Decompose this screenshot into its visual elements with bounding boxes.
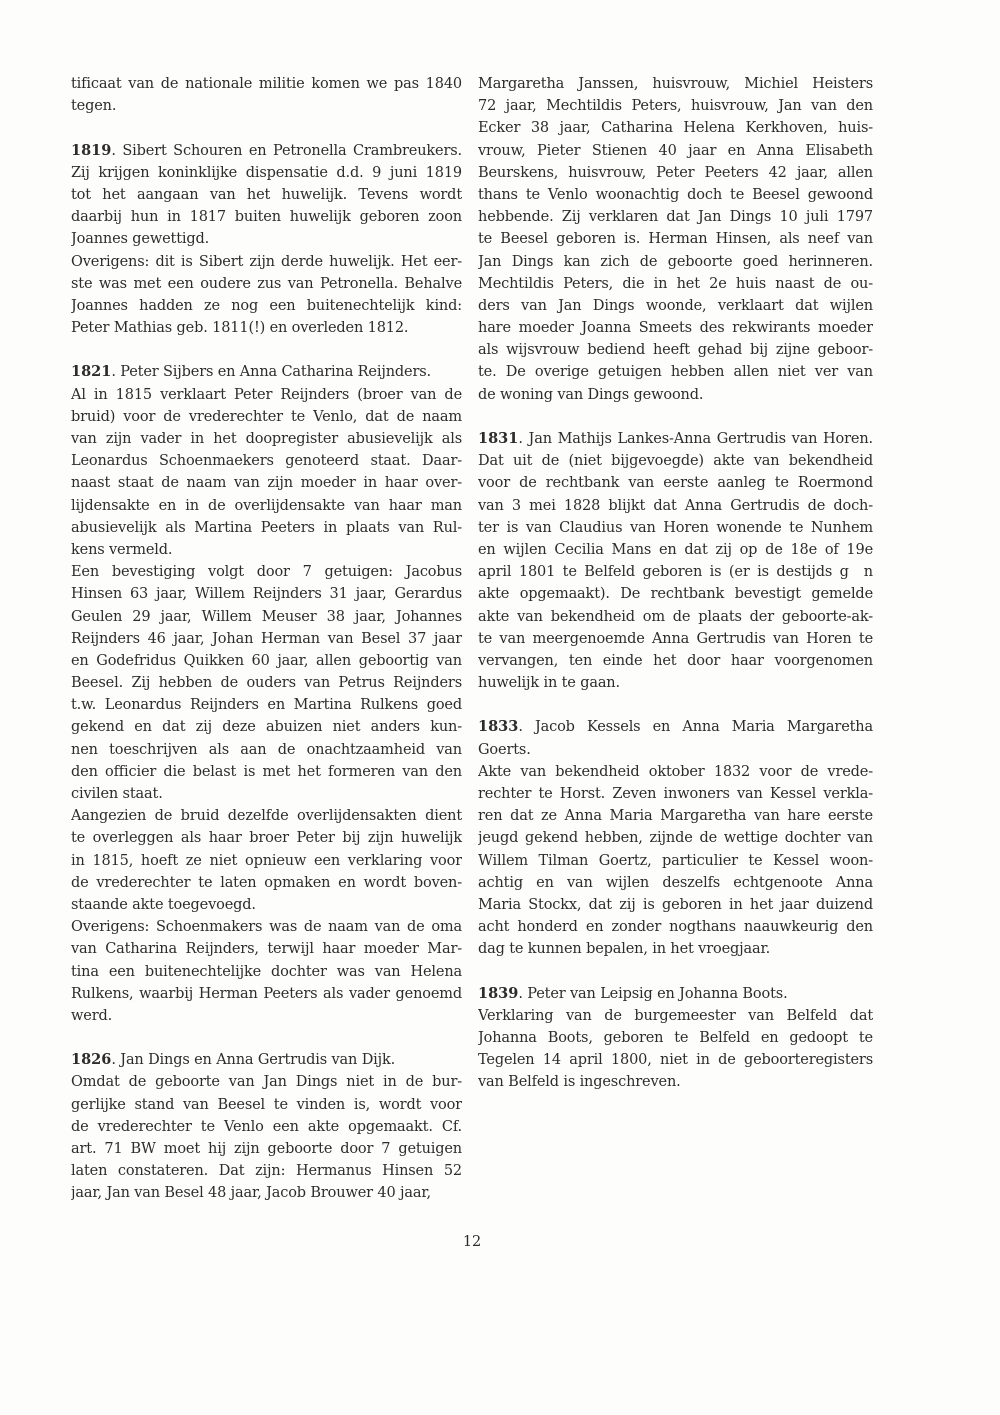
text-line: ste was met een oudere zus van Petronella. Behalve [71, 275, 462, 292]
text-line: den officier die belast is met het formeren van den [71, 763, 462, 780]
entry-1833 [478, 716, 873, 760]
paragraph [71, 1071, 462, 1204]
text-line: Joannes gewettigd. [71, 231, 210, 248]
text-line: Verklaring van de burgemeester van Belfeld dat [478, 1007, 873, 1024]
text-line: thans te Venlo woonachtig doch te Beesel gewoond [478, 186, 873, 203]
text-line: jaar, Jan van Besel 48 jaar, Jacob Brouwer 40 jaar, [71, 1185, 431, 1202]
text-line: Overigens: Schoenmakers was de naam van de oma [71, 919, 462, 936]
text-line: de vrederechter te laten opmaken en wordt boven- [71, 874, 462, 891]
text-line: art. 71 BW moet hij zijn geboorte door 7 getuigen [71, 1141, 462, 1157]
text-line: Mechtildis Peters, die in het 2e huis naast de ou- [478, 275, 873, 292]
text-line: Akte van bekendheid oktober 1832 voor de vrede- [478, 763, 873, 780]
text-line: Reijnders 46 jaar, Johan Herman van Besel 37 jaar [71, 630, 462, 647]
text-line: huwelijk in te gaan. [478, 675, 620, 692]
entry-year: 1826 [71, 1051, 112, 1069]
text-line: vervangen, ten einde het door haar voorgenomen [478, 652, 873, 669]
text-line: Maria Stockx, dat zij is geboren in het jaar duizend [478, 896, 873, 913]
text-line: ren dat ze Anna Maria Margaretha van hare eerste [478, 808, 873, 825]
text-line: rechter te Horst. Zeven inwoners van Kessel verkla- [478, 786, 873, 802]
entry-1831 [478, 428, 873, 694]
text-line: staande akte toegevoegd. [71, 896, 256, 913]
text-line: acht honderd en zonder nogthans naauwkeurig den [478, 919, 873, 936]
text-line: Dat uit de (niet bijgevoegde) akte van bekendheid [478, 453, 873, 470]
paragraph [478, 1005, 873, 1094]
text-line: tina een buitenechtelijke dochter was van Helena [71, 963, 462, 980]
text-line: Beesel. Zij hebben de ouders van Petrus Reijnders [71, 675, 462, 692]
text-line: Willem Tilman Goertz, particulier te Kessel woon- [478, 852, 873, 869]
text-line: t.w. Leonardus Reijnders en Martina Rulkens goed [71, 697, 462, 714]
text-line: te. De overige getuigen hebben allen niet ver van [478, 364, 873, 381]
text-line: Leonardus Schoenmaekers genoteerd staat. Daar- [71, 453, 462, 470]
text-line: tificaat van de nationale militie komen we pas 1840 [71, 76, 462, 92]
entry-year: 1833 [478, 718, 519, 736]
entry-year: 1839 [478, 984, 519, 1002]
entry-year: 1831 [478, 430, 519, 447]
text-line: gerlijke stand van Beesel te vinden is, wordt voor [71, 1096, 462, 1113]
paragraph [71, 805, 462, 916]
entry-1819 [71, 140, 462, 251]
text-line: jeugd gekend hebben, zijnde de wettige dochter van [478, 830, 873, 847]
paragraph [71, 251, 462, 340]
text-line: 1819. Sibert Schouren en Petronella Crambreukers. [71, 141, 462, 159]
text-line: de vrederechter te Venlo een akte opgemaakt. Cf. [71, 1118, 462, 1135]
text-line: vrouw, Pieter Stienen 40 jaar en Anna Elisabeth [478, 142, 873, 159]
text-line: gekend en dat zij deze abuizen niet anders kun- [71, 719, 462, 736]
text-line: lijdensakte en in de overlijdensakte van haar man [71, 497, 462, 514]
paragraph [478, 761, 873, 961]
text-line: 72 jaar, Mechtildis Peters, huisvrouw, Jan van den [478, 98, 873, 115]
entry-1821 [71, 361, 462, 383]
text-line: naast staat de naam van zijn moeder in haar over- [71, 475, 462, 492]
text-line: te overleggen als haar broer Peter bij zijn huwelijk [71, 830, 462, 847]
text-line: als wijsvrouw bediend heeft gehad bij zijne geboor- [478, 342, 873, 359]
text-line: tegen. [71, 98, 117, 115]
paragraph [71, 561, 462, 805]
left-column [71, 73, 462, 1205]
text-line: daarbij hun in 1817 buiten huwelijk geboren zoon [71, 209, 462, 226]
text-line: Overigens: dit is Sibert zijn derde huwelijk. Het eer- [71, 253, 462, 270]
text-line: kens vermeld. [71, 541, 173, 558]
entry-year: 1821 [71, 363, 112, 381]
text-line: voor de rechtbank van eerste aanleg te Roermond [478, 475, 873, 492]
text-line: Een bevestiging volgt door 7 getuigen: Jacobus [71, 564, 462, 581]
entry-1826 [71, 1049, 462, 1071]
text-line: van zijn vader in het doopregister abusievelijk als [71, 431, 462, 447]
text-line: Tegelen 14 april 1800, niet in de geboorteregisters [478, 1052, 873, 1069]
text-line: Geulen 29 jaar, Willem Meuser 38 jaar, Johannes [71, 608, 462, 625]
text-line: Aangezien de bruid dezelfde overlijdensakten dient [71, 808, 462, 825]
text-line: Jan Dings kan zich de geboorte goed herinneren. [478, 253, 873, 270]
text-line: akte van bekendheid om de plaats der geboorte-ak- [478, 608, 873, 625]
text-line: 1821. Peter Sijbers en Anna Catharina Reijnders. [71, 363, 431, 381]
text-line: Joannes hadden ze nog een buitenechtelijk kind: [71, 297, 462, 314]
text-line: in 1815, hoeft ze niet opnieuw een verklaring voor [71, 852, 462, 869]
text-line: Hinsen 63 jaar, Willem Reijnders 31 jaar, Gerardus [71, 586, 462, 603]
text-line: bruid) voor de vrederechter te Venlo, dat de naam [71, 408, 462, 425]
page-footer [71, 1231, 873, 1253]
paragraph [71, 916, 462, 1027]
text-line: Peter Mathias geb. 1811(!) en overleden 1812. [71, 320, 409, 337]
text-line: april 1801 te Belfeld geboren is (er is destijds g n [478, 564, 873, 581]
text-line: van Catharina Reijnders, terwijl haar moeder Mar- [71, 941, 462, 958]
text-line: 1839. Peter van Leipsig en Johanna Boots. [478, 984, 788, 1002]
text-line: Goerts. [478, 741, 531, 758]
text-line: Ecker 38 jaar, Catharina Helena Kerkhoven, huis- [478, 120, 873, 137]
text-line: 1833. Jacob Kessels en Anna Maria Margaretha [478, 718, 873, 736]
paragraph [71, 73, 462, 117]
paragraph [478, 73, 873, 406]
text-line: 1826. Jan Dings en Anna Gertrudis van Dijk. [71, 1051, 396, 1069]
text-line: tot het aangaan van het huwelijk. Tevens wordt [71, 186, 462, 203]
text-line: te Beesel geboren is. Herman Hinsen, als neef van [478, 231, 873, 248]
text-line: de woning van Dings gewoond. [478, 386, 704, 403]
text-line: Zij krijgen koninklijke dispensatie d.d. 9 juni 1819 [71, 164, 462, 181]
paragraph [71, 384, 462, 562]
text-block [71, 73, 873, 1205]
text-line: en wijlen Cecilia Mans en dat zij op de 18e of 19e [478, 541, 873, 558]
text-line: hebbende. Zij verklaren dat Jan Dings 10 juli 1797 [478, 209, 873, 226]
text-line: Johanna Boots, geboren te Belfeld en gedoopt te [478, 1030, 873, 1047]
text-line: Margaretha Janssen, huisvrouw, Michiel Heisters [478, 76, 873, 92]
text-line: hare moeder Joanna Smeets des rekwirants moeder [478, 320, 873, 337]
text-line: 1831. Jan Mathijs Lankes-Anna Gertrudis van Horen. [478, 430, 873, 447]
text-line: Beurskens, huisvrouw, Peter Peeters 42 jaar, allen [478, 164, 873, 181]
text-line: nen toeschrijven als aan de onachtzaamheid van [71, 741, 462, 758]
right-column [478, 73, 873, 1205]
page-number: 12 [462, 1234, 482, 1250]
text-line: te van meergenoemde Anna Gertrudis van Horen te [478, 630, 873, 647]
text-line: laten constateren. Dat zijn: Hermanus Hinsen 52 [71, 1163, 462, 1180]
text-line: Al in 1815 verklaart Peter Reijnders (broer van de [71, 386, 462, 403]
text-line: dag te kunnen bepalen, in het vroegjaar. [478, 941, 771, 958]
text-line: en Godefridus Quikken 60 jaar, allen geboortig van [71, 652, 462, 669]
text-line: werd. [71, 1007, 113, 1024]
text-line: van 3 mei 1828 blijkt dat Anna Gertrudis de doch- [478, 497, 873, 514]
entry-year: 1819 [71, 141, 112, 159]
text-line: van Belfeld is ingeschreven. [478, 1074, 681, 1091]
entry-1839 [478, 983, 873, 1005]
text-line: akte opgemaakt). De rechtbank bevestigt gemelde [478, 586, 873, 603]
text-line: civilen staat. [71, 786, 163, 802]
text-line: ter is van Claudius van Horen wonende te Nunhem [478, 519, 873, 536]
text-line: Omdat de geboorte van Jan Dings niet in de bur- [71, 1074, 462, 1091]
text-line: Rulkens, waarbij Herman Peeters als vader genoemd [71, 985, 462, 1002]
text-line: ders van Jan Dings woonde, verklaart dat wijlen [478, 297, 873, 314]
text-line: achtig en van wijlen deszelfs echtgenoote Anna [478, 874, 873, 891]
text-line: abusievelijk als Martina Peeters in plaats van Rul- [71, 519, 462, 536]
